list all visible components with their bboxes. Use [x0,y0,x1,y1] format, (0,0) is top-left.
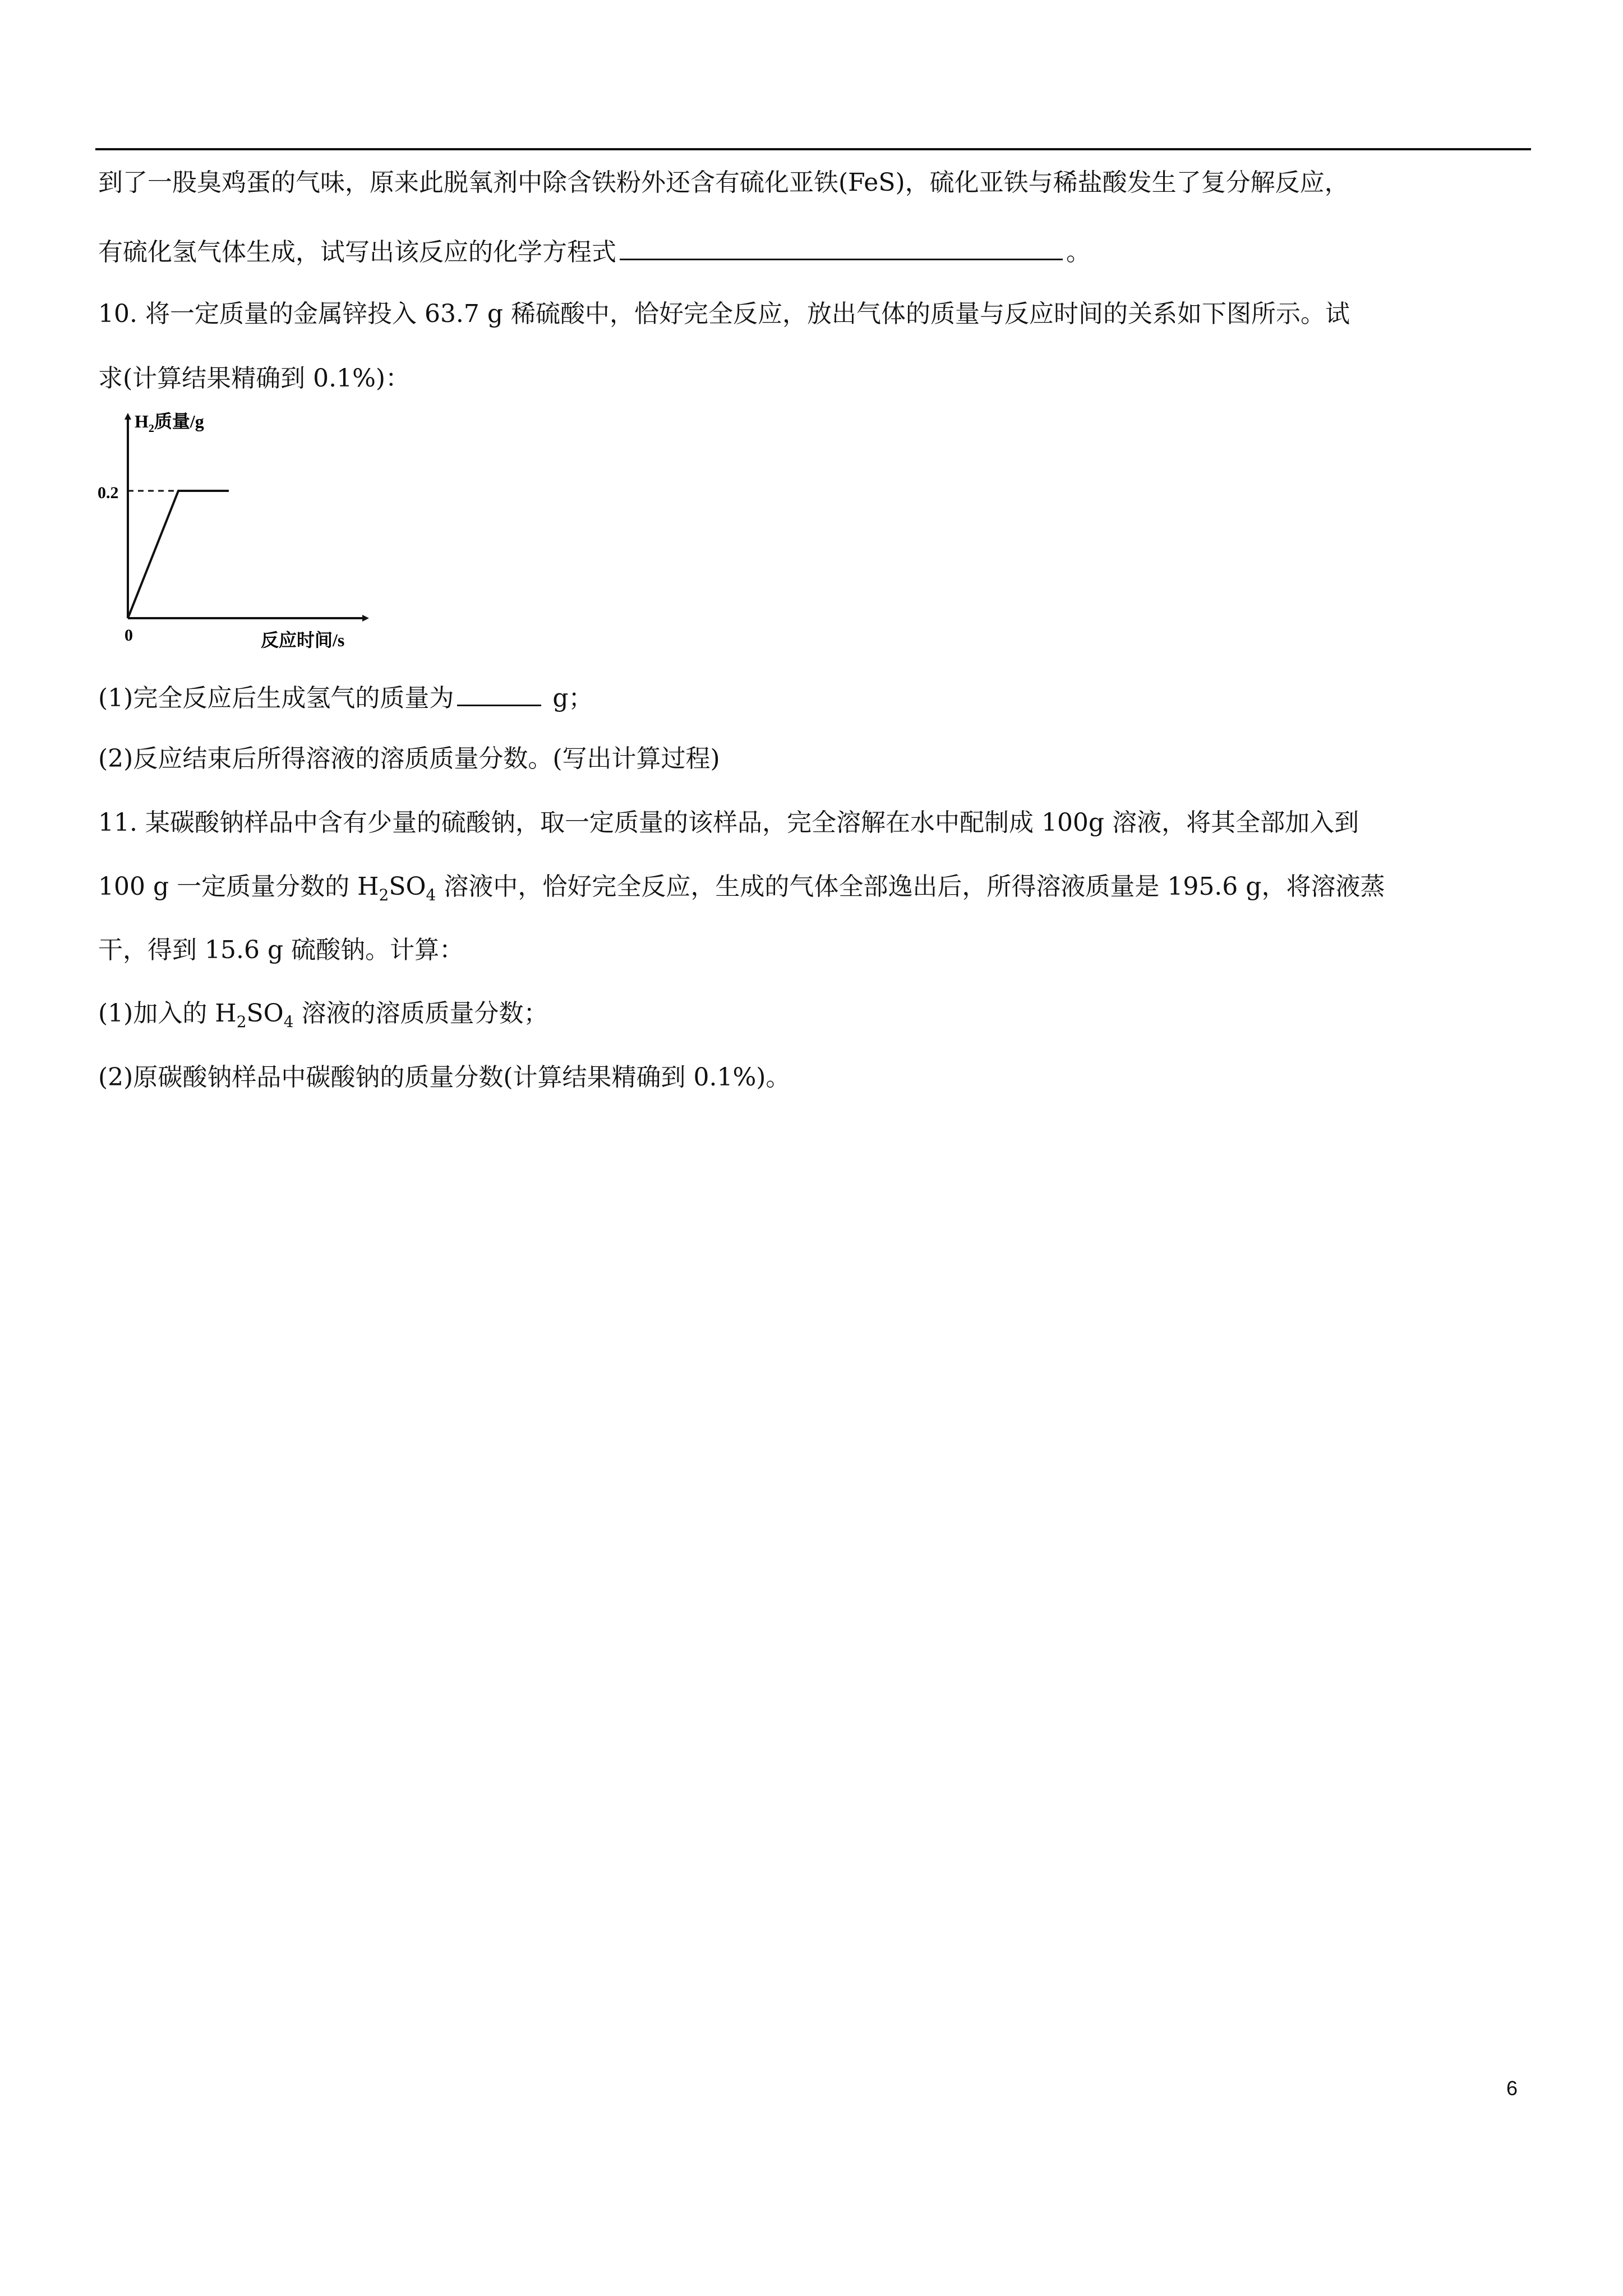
header-rule [95,148,1531,150]
y-tick-label: 0.2 [98,484,119,502]
q9-text-2: 有硫化氢气体生成，试写出该反应的化学方程式 [98,238,616,266]
y-axis-label: $H_2$质量/g [135,411,204,435]
h2-mass-time-chart [90,404,381,656]
q9-line-2 [98,233,1091,269]
q10-part-2-text: (2)反应结束后所得溶液的溶质质量分数。(写出计算过程) [98,744,720,773]
q10-part-1 [98,679,593,715]
origin-label: 0 [125,626,133,645]
q11-part-2 [98,1061,790,1094]
chart-svg [90,404,381,656]
hydrogen-mass-answer-blank[interactable] [457,679,541,706]
q11-text-1: 11. 某碳酸钠样品中含有少量的硫酸钠，取一定质量的该样品，完全溶解在水中配制成 100g 溶液，将其全部加入到 [98,808,1359,837]
q9-text-end: 。 [1066,238,1091,266]
x-axis-label: 反应时间/s [261,630,345,650]
q11-part-1-sub1: 2 [236,1013,247,1031]
equation-answer-blank[interactable] [620,233,1063,260]
q11-part-1-sub2: 4 [283,1013,294,1031]
q9-line-1 [98,166,1349,200]
q11-text-3: 干，得到 15.6 g 硫酸钠。计算： [98,936,464,964]
q11-text-2a: 100 g 一定质量分数的 H [98,872,379,901]
page-number: 6 [1506,2077,1518,2100]
q11-part-1a: (1)加入的 H [98,999,237,1028]
q11-part-1 [98,997,548,1033]
q11-part-1c: 溶液的溶质质量分数； [293,999,548,1028]
q11-text-2b: SO [389,872,426,901]
q10-text-2: 求(计算结果精确到 0.1%)： [98,364,411,393]
q11-part-1b: SO [246,999,284,1028]
q11-text-2c: 溶液中，恰好完全反应，生成的气体全部逸出后，所得溶液质量是 195.6 g，将溶液蒸 [436,872,1385,901]
q11-line-1 [98,806,1359,840]
q11-line-2 [98,870,1385,907]
q11-subscript-2: 4 [426,886,436,904]
q10-part-2 [98,742,720,776]
q10-part-1-text: (1)完全反应后生成氢气的质量为 [98,684,454,712]
q10-line-2 [98,362,410,395]
q11-subscript-1: 2 [379,886,389,904]
q10-part-1-unit: g； [552,684,593,712]
q11-part-2-text: (2)原碳酸钠样品中碳酸钠的质量分数(计算结果精确到 0.1%)。 [98,1063,791,1092]
q11-line-3 [98,933,464,967]
q10-line-1 [98,297,1350,331]
series-line-0 [128,491,229,618]
q10-text-1: 10. 将一定质量的金属锌投入 63.7 g 稀硫酸中，恰好完全反应，放出气体的质量与反应时间的关系如下图所示。试 [98,300,1350,328]
q9-text-1: 到了一股臭鸡蛋的气味，原来此脱氧剂中除含铁粉外还含有硫化亚铁(FeS)，硫化亚铁与稀盐酸发生了复分解反应， [98,168,1349,197]
